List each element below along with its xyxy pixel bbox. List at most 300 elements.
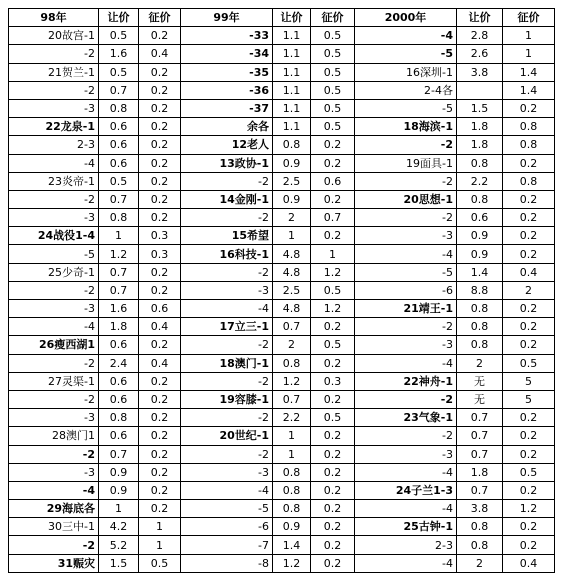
concession-price-99-cell: 2.2	[273, 409, 311, 427]
table-row	[9, 463, 555, 481]
item-98-cell: 20故宫-1	[9, 27, 99, 45]
concession-price-99-cell: 1	[273, 445, 311, 463]
levy-price-2000-cell: 0.4	[503, 554, 555, 572]
item-99-cell: -37	[181, 99, 273, 117]
item-98-cell: 31赈灾	[9, 554, 99, 572]
concession-price-98-cell: 1.5	[99, 554, 139, 572]
table-row	[9, 27, 555, 45]
item-98-cell: -3	[9, 300, 99, 318]
levy-price-2000-cell: 0.2	[503, 245, 555, 263]
item-98-cell: -3	[9, 463, 99, 481]
header-99-levy-price: 征价	[311, 9, 355, 27]
table-row	[9, 81, 555, 99]
levy-price-2000-cell: 0.2	[503, 427, 555, 445]
table-row	[9, 300, 555, 318]
header-row	[9, 9, 555, 27]
concession-price-98-cell: 0.5	[99, 27, 139, 45]
levy-price-99-cell: 0.2	[311, 154, 355, 172]
levy-price-98-cell: 0.2	[139, 136, 181, 154]
concession-price-2000-cell: 0.9	[457, 227, 503, 245]
table-row	[9, 518, 555, 536]
levy-price-99-cell: 0.2	[311, 354, 355, 372]
concession-price-98-cell: 0.8	[99, 209, 139, 227]
table-row	[9, 281, 555, 299]
table-row	[9, 500, 555, 518]
concession-price-2000-cell: 0.7	[457, 445, 503, 463]
item-98-cell: 21贺兰-1	[9, 63, 99, 81]
item-99-cell: 18澳门-1	[181, 354, 273, 372]
levy-price-99-cell: 0.2	[311, 481, 355, 499]
item-98-cell: -2	[9, 81, 99, 99]
concession-price-99-cell: 1.4	[273, 536, 311, 554]
item-99-cell: 16科技-1	[181, 245, 273, 263]
table-row	[9, 318, 555, 336]
table-row	[9, 154, 555, 172]
item-98-cell: -2	[9, 390, 99, 408]
concession-price-98-cell: 0.7	[99, 263, 139, 281]
item-2000-cell: -5	[355, 263, 457, 281]
table-row	[9, 390, 555, 408]
concession-price-99-cell: 2	[273, 209, 311, 227]
item-2000-cell: -2	[355, 209, 457, 227]
table-row	[9, 245, 555, 263]
concession-price-98-cell: 5.2	[99, 536, 139, 554]
item-2000-cell: -5	[355, 99, 457, 117]
levy-price-99-cell: 0.5	[311, 27, 355, 45]
item-98-cell: 22龙泉-1	[9, 118, 99, 136]
concession-price-2000-cell: 1.8	[457, 463, 503, 481]
item-99-cell: -35	[181, 63, 273, 81]
levy-price-98-cell: 0.2	[139, 372, 181, 390]
concession-price-98-cell: 0.6	[99, 118, 139, 136]
concession-price-98-cell: 0.9	[99, 481, 139, 499]
header-2000-concession-price: 让价	[457, 9, 503, 27]
concession-price-2000-cell: 0.6	[457, 209, 503, 227]
item-99-cell: 17立三-1	[181, 318, 273, 336]
levy-price-99-cell: 0.2	[311, 554, 355, 572]
item-99-cell: 余各	[181, 118, 273, 136]
levy-price-99-cell: 0.2	[311, 536, 355, 554]
levy-price-2000-cell: 0.2	[503, 336, 555, 354]
levy-price-98-cell: 0.2	[139, 445, 181, 463]
levy-price-98-cell: 0.3	[139, 227, 181, 245]
levy-price-98-cell: 0.2	[139, 81, 181, 99]
concession-price-2000-cell: 1.8	[457, 118, 503, 136]
levy-price-99-cell: 1	[311, 245, 355, 263]
header-98-year: 98年	[9, 9, 99, 27]
item-98-cell: -4	[9, 481, 99, 499]
levy-price-98-cell: 0.2	[139, 154, 181, 172]
concession-price-99-cell: 0.8	[273, 136, 311, 154]
levy-price-98-cell: 0.2	[139, 481, 181, 499]
concession-price-2000-cell: 2.8	[457, 27, 503, 45]
item-2000-cell: -3	[355, 445, 457, 463]
levy-price-2000-cell: 0.2	[503, 518, 555, 536]
item-99-cell: -3	[181, 281, 273, 299]
levy-price-99-cell: 0.3	[311, 372, 355, 390]
concession-price-98-cell: 0.5	[99, 63, 139, 81]
concession-price-2000-cell: 2	[457, 554, 503, 572]
levy-price-2000-cell: 1	[503, 27, 555, 45]
levy-price-99-cell: 0.5	[311, 81, 355, 99]
levy-price-99-cell: 0.5	[311, 45, 355, 63]
concession-price-99-cell: 0.7	[273, 390, 311, 408]
levy-price-2000-cell: 5	[503, 372, 555, 390]
concession-price-2000-cell: 1.8	[457, 136, 503, 154]
concession-price-99-cell: 1.1	[273, 81, 311, 99]
item-99-cell: -2	[181, 209, 273, 227]
levy-price-2000-cell: 0.2	[503, 300, 555, 318]
concession-price-2000-cell: 0.7	[457, 481, 503, 499]
table-row	[9, 536, 555, 554]
concession-price-98-cell: 4.2	[99, 518, 139, 536]
item-2000-cell: -6	[355, 281, 457, 299]
concession-price-98-cell: 0.7	[99, 445, 139, 463]
levy-price-99-cell: 0.2	[311, 463, 355, 481]
levy-price-98-cell: 0.6	[139, 300, 181, 318]
levy-price-98-cell: 0.2	[139, 99, 181, 117]
concession-price-99-cell: 2.5	[273, 172, 311, 190]
item-99-cell: 13政协-1	[181, 154, 273, 172]
concession-price-2000-cell: 1.5	[457, 99, 503, 117]
item-98-cell: -2	[9, 354, 99, 372]
concession-price-99-cell: 0.9	[273, 154, 311, 172]
levy-price-99-cell: 0.2	[311, 445, 355, 463]
item-2000-cell: -4	[355, 245, 457, 263]
item-98-cell: 25少奇-1	[9, 263, 99, 281]
item-2000-cell: 16深圳-1	[355, 63, 457, 81]
item-2000-cell: -2	[355, 172, 457, 190]
item-98-cell: 28澳门1	[9, 427, 99, 445]
levy-price-99-cell: 0.7	[311, 209, 355, 227]
levy-price-98-cell: 0.2	[139, 118, 181, 136]
item-2000-cell: -3	[355, 227, 457, 245]
concession-price-2000-cell: 2.2	[457, 172, 503, 190]
table-row	[9, 445, 555, 463]
item-2000-cell: -4	[355, 463, 457, 481]
concession-price-2000-cell: 1.4	[457, 263, 503, 281]
table-row	[9, 45, 555, 63]
levy-price-99-cell: 0.5	[311, 63, 355, 81]
item-99-cell: 20世纪-1	[181, 427, 273, 445]
item-99-cell: 12老人	[181, 136, 273, 154]
concession-price-98-cell: 1.6	[99, 45, 139, 63]
levy-price-2000-cell: 2	[503, 281, 555, 299]
levy-price-2000-cell: 1.2	[503, 500, 555, 518]
concession-price-98-cell: 1.8	[99, 318, 139, 336]
table-row	[9, 554, 555, 572]
concession-price-98-cell: 1	[99, 227, 139, 245]
header-2000-year: 2000年	[355, 9, 457, 27]
item-98-cell: -3	[9, 409, 99, 427]
concession-price-98-cell: 0.6	[99, 154, 139, 172]
table-row	[9, 99, 555, 117]
levy-price-2000-cell: 0.2	[503, 99, 555, 117]
concession-price-99-cell: 1.1	[273, 99, 311, 117]
levy-price-98-cell: 0.3	[139, 245, 181, 263]
levy-price-98-cell: 0.5	[139, 554, 181, 572]
item-2000-cell: 23气象-1	[355, 409, 457, 427]
levy-price-2000-cell: 1.4	[503, 81, 555, 99]
levy-price-2000-cell: 0.2	[503, 190, 555, 208]
levy-price-2000-cell: 0.8	[503, 136, 555, 154]
concession-price-99-cell: 4.8	[273, 300, 311, 318]
levy-price-98-cell: 1	[139, 518, 181, 536]
item-2000-cell: -2	[355, 136, 457, 154]
levy-price-2000-cell: 0.2	[503, 318, 555, 336]
item-99-cell: -3	[181, 463, 273, 481]
item-2000-cell: -4	[355, 27, 457, 45]
item-98-cell: -4	[9, 154, 99, 172]
table-row	[9, 227, 555, 245]
table-row	[9, 209, 555, 227]
table-row	[9, 172, 555, 190]
concession-price-98-cell: 0.7	[99, 81, 139, 99]
table-row	[9, 354, 555, 372]
table-row	[9, 118, 555, 136]
concession-price-98-cell: 2.4	[99, 354, 139, 372]
concession-price-2000-cell: 8.8	[457, 281, 503, 299]
concession-price-2000-cell: 0.8	[457, 518, 503, 536]
table-row	[9, 263, 555, 281]
item-99-cell: -2	[181, 336, 273, 354]
levy-price-99-cell: 0.2	[311, 136, 355, 154]
item-99-cell: -34	[181, 45, 273, 63]
levy-price-99-cell: 0.2	[311, 318, 355, 336]
concession-price-98-cell: 1	[99, 500, 139, 518]
concession-price-99-cell: 0.8	[273, 481, 311, 499]
concession-price-99-cell: 4.8	[273, 245, 311, 263]
item-98-cell: -4	[9, 318, 99, 336]
levy-price-2000-cell: 0.4	[503, 263, 555, 281]
table-row	[9, 190, 555, 208]
levy-price-98-cell: 1	[139, 536, 181, 554]
levy-price-2000-cell: 0.2	[503, 536, 555, 554]
header-98-levy-price: 征价	[139, 9, 181, 27]
item-2000-cell: 20思想-1	[355, 190, 457, 208]
levy-price-98-cell: 0.2	[139, 500, 181, 518]
concession-price-2000-cell: 0.8	[457, 336, 503, 354]
item-2000-cell: 25古钟-1	[355, 518, 457, 536]
item-99-cell: -2	[181, 409, 273, 427]
levy-price-2000-cell: 5	[503, 390, 555, 408]
levy-price-99-cell: 0.2	[311, 500, 355, 518]
concession-price-98-cell: 0.9	[99, 463, 139, 481]
levy-price-99-cell: 0.6	[311, 172, 355, 190]
item-2000-cell: 22神舟-1	[355, 372, 457, 390]
item-98-cell: 29海底各	[9, 500, 99, 518]
table-row	[9, 372, 555, 390]
levy-price-98-cell: 0.2	[139, 172, 181, 190]
levy-price-2000-cell: 0.8	[503, 118, 555, 136]
concession-price-99-cell: 2	[273, 336, 311, 354]
levy-price-99-cell: 1.2	[311, 300, 355, 318]
concession-price-99-cell: 1.2	[273, 554, 311, 572]
levy-price-2000-cell: 0.5	[503, 354, 555, 372]
item-99-cell: -8	[181, 554, 273, 572]
price-table	[8, 8, 555, 573]
concession-price-98-cell: 1.2	[99, 245, 139, 263]
levy-price-98-cell: 0.2	[139, 427, 181, 445]
levy-price-99-cell: 0.5	[311, 118, 355, 136]
item-99-cell: -2	[181, 172, 273, 190]
concession-price-99-cell: 0.8	[273, 354, 311, 372]
concession-price-99-cell: 1	[273, 227, 311, 245]
item-98-cell: -2	[9, 536, 99, 554]
concession-price-2000-cell: 0.7	[457, 409, 503, 427]
header-99-concession-price: 让价	[273, 9, 311, 27]
levy-price-98-cell: 0.2	[139, 336, 181, 354]
item-98-cell: -2	[9, 281, 99, 299]
item-99-cell: -2	[181, 372, 273, 390]
item-2000-cell: 2-4各	[355, 81, 457, 99]
item-99-cell: 15希望	[181, 227, 273, 245]
concession-price-2000-cell	[457, 81, 503, 99]
levy-price-2000-cell: 0.5	[503, 463, 555, 481]
concession-price-99-cell: 1.2	[273, 372, 311, 390]
item-2000-cell: -2	[355, 427, 457, 445]
item-98-cell: -3	[9, 209, 99, 227]
levy-price-99-cell: 0.5	[311, 281, 355, 299]
levy-price-98-cell: 0.4	[139, 318, 181, 336]
levy-price-99-cell: 1.2	[311, 263, 355, 281]
item-99-cell: -7	[181, 536, 273, 554]
concession-price-99-cell: 1	[273, 427, 311, 445]
levy-price-2000-cell: 0.8	[503, 172, 555, 190]
item-98-cell: -2	[9, 190, 99, 208]
concession-price-98-cell: 0.5	[99, 172, 139, 190]
concession-price-99-cell: 1.1	[273, 27, 311, 45]
concession-price-99-cell: 1.1	[273, 45, 311, 63]
table-row	[9, 63, 555, 81]
concession-price-99-cell: 4.8	[273, 263, 311, 281]
item-98-cell: 23炎帝-1	[9, 172, 99, 190]
concession-price-2000-cell: 3.8	[457, 63, 503, 81]
levy-price-2000-cell: 0.2	[503, 481, 555, 499]
item-98-cell: -5	[9, 245, 99, 263]
concession-price-2000-cell: 3.8	[457, 500, 503, 518]
concession-price-2000-cell: 2	[457, 354, 503, 372]
table-row	[9, 336, 555, 354]
concession-price-2000-cell: 2.6	[457, 45, 503, 63]
item-2000-cell: -4	[355, 500, 457, 518]
item-99-cell: -4	[181, 300, 273, 318]
item-2000-cell: -4	[355, 554, 457, 572]
levy-price-98-cell: 0.2	[139, 63, 181, 81]
concession-price-98-cell: 0.6	[99, 390, 139, 408]
item-99-cell: -2	[181, 445, 273, 463]
item-98-cell: 27灵渠-1	[9, 372, 99, 390]
item-98-cell: 24战役1-4	[9, 227, 99, 245]
table-row	[9, 481, 555, 499]
item-2000-cell: 21靖王-1	[355, 300, 457, 318]
concession-price-2000-cell: 0.7	[457, 427, 503, 445]
item-2000-cell: 24子兰1-3	[355, 481, 457, 499]
levy-price-98-cell: 0.2	[139, 281, 181, 299]
concession-price-99-cell: 0.9	[273, 190, 311, 208]
levy-price-99-cell: 0.2	[311, 427, 355, 445]
concession-price-98-cell: 0.8	[99, 409, 139, 427]
levy-price-99-cell: 0.2	[311, 390, 355, 408]
item-99-cell: -4	[181, 481, 273, 499]
concession-price-98-cell: 0.6	[99, 336, 139, 354]
item-2000-cell: -2	[355, 318, 457, 336]
levy-price-98-cell: 0.2	[139, 209, 181, 227]
concession-price-99-cell: 1.1	[273, 63, 311, 81]
concession-price-99-cell: 0.8	[273, 500, 311, 518]
levy-price-98-cell: 0.2	[139, 263, 181, 281]
item-98-cell: 30三中-1	[9, 518, 99, 536]
concession-price-2000-cell: 无	[457, 390, 503, 408]
table-row	[9, 427, 555, 445]
header-99-year: 99年	[181, 9, 273, 27]
levy-price-2000-cell: 0.2	[503, 209, 555, 227]
concession-price-2000-cell: 0.8	[457, 300, 503, 318]
concession-price-2000-cell: 无	[457, 372, 503, 390]
levy-price-99-cell: 0.2	[311, 227, 355, 245]
item-2000-cell: 18海滨-1	[355, 118, 457, 136]
item-2000-cell: 2-3	[355, 536, 457, 554]
item-99-cell: 14金刚-1	[181, 190, 273, 208]
concession-price-98-cell: 0.6	[99, 136, 139, 154]
levy-price-2000-cell: 1	[503, 45, 555, 63]
levy-price-2000-cell: 0.2	[503, 445, 555, 463]
table-row	[9, 409, 555, 427]
concession-price-2000-cell: 0.8	[457, 154, 503, 172]
item-98-cell: -2	[9, 45, 99, 63]
table-row	[9, 136, 555, 154]
item-98-cell: 26瘦西湖1	[9, 336, 99, 354]
levy-price-2000-cell: 0.2	[503, 409, 555, 427]
item-99-cell: -33	[181, 27, 273, 45]
concession-price-2000-cell: 0.8	[457, 318, 503, 336]
concession-price-99-cell: 0.8	[273, 463, 311, 481]
concession-price-98-cell: 0.6	[99, 427, 139, 445]
levy-price-99-cell: 0.2	[311, 518, 355, 536]
levy-price-98-cell: 0.2	[139, 463, 181, 481]
item-98-cell: 2-3	[9, 136, 99, 154]
concession-price-2000-cell: 0.9	[457, 245, 503, 263]
concession-price-2000-cell: 0.8	[457, 536, 503, 554]
item-99-cell: -36	[181, 81, 273, 99]
item-2000-cell: -4	[355, 354, 457, 372]
item-2000-cell: -3	[355, 336, 457, 354]
item-98-cell: -3	[9, 99, 99, 117]
levy-price-99-cell: 0.5	[311, 336, 355, 354]
item-99-cell: -5	[181, 500, 273, 518]
item-99-cell: -2	[181, 263, 273, 281]
concession-price-99-cell: 0.7	[273, 318, 311, 336]
levy-price-98-cell: 0.2	[139, 390, 181, 408]
header-2000-levy-price: 征价	[503, 9, 555, 27]
item-2000-cell: -5	[355, 45, 457, 63]
levy-price-99-cell: 0.5	[311, 409, 355, 427]
header-98-concession-price: 让价	[99, 9, 139, 27]
concession-price-99-cell: 2.5	[273, 281, 311, 299]
item-99-cell: 19容膝-1	[181, 390, 273, 408]
levy-price-98-cell: 0.4	[139, 45, 181, 63]
item-98-cell: -2	[9, 445, 99, 463]
concession-price-99-cell: 0.9	[273, 518, 311, 536]
item-99-cell: -6	[181, 518, 273, 536]
levy-price-98-cell: 0.4	[139, 354, 181, 372]
levy-price-2000-cell: 0.2	[503, 154, 555, 172]
levy-price-99-cell: 0.5	[311, 99, 355, 117]
concession-price-98-cell: 1.6	[99, 300, 139, 318]
levy-price-99-cell: 0.2	[311, 190, 355, 208]
concession-price-98-cell: 0.6	[99, 372, 139, 390]
levy-price-98-cell: 0.2	[139, 27, 181, 45]
